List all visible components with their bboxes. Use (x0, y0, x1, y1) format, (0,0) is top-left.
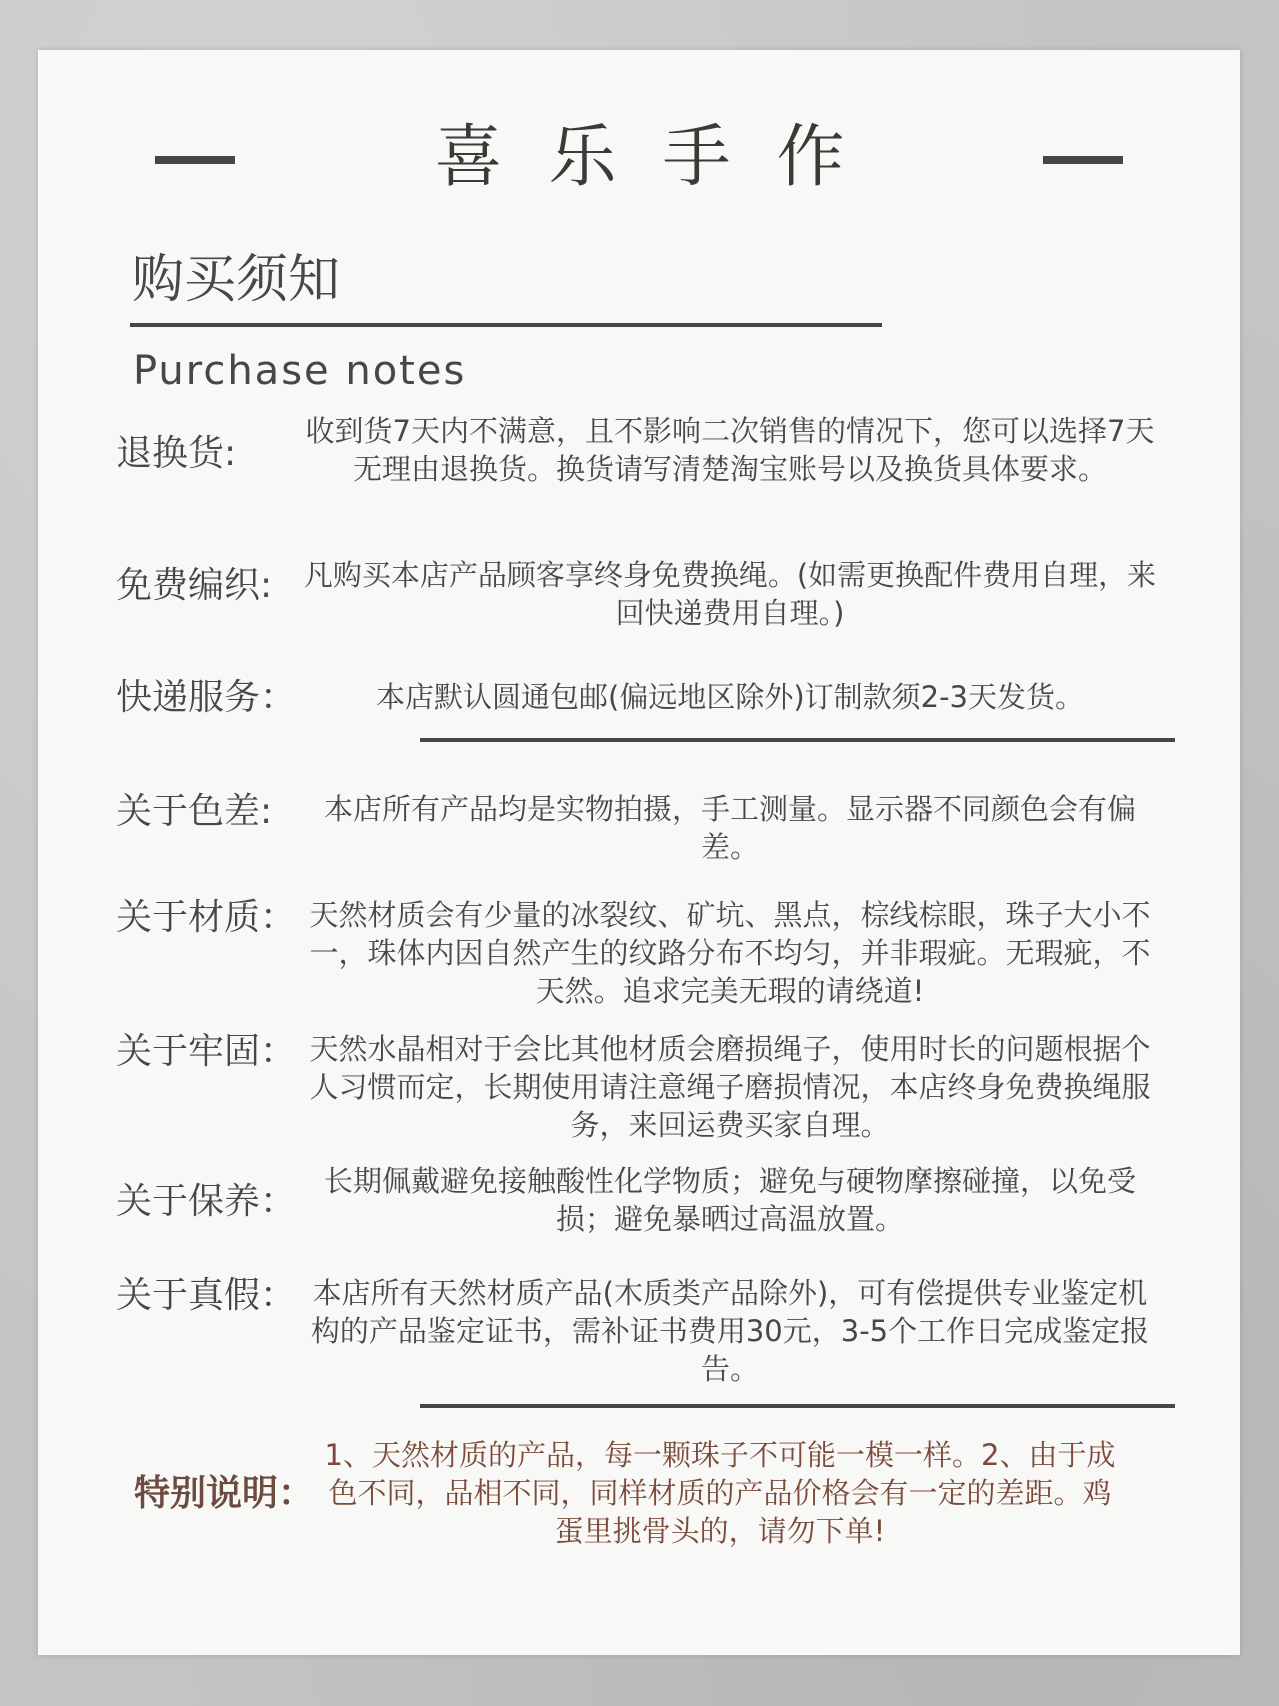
section-text: 天然水晶相对于会比其他材质会磨损绳子，使用时长的问题根据个人习惯而定，长期使用请注意绳子磨损情况，本店终身免费换绳服务，来回运费买家自理。 (309, 1032, 1151, 1142)
section-label: 关于牢固： (116, 1031, 297, 1072)
section-label: 退换货: (116, 433, 237, 474)
section-label: 免费编织: (116, 565, 273, 606)
section-text: 本店所有产品均是实物拍摄，手工测量。显示器不同颜色会有偏差。 (323, 792, 1136, 864)
section-text: 本店所有天然材质产品(木质类产品除外)，可有偿提供专业鉴定机构的产品鉴定证书，需补证书费用30元，3-5个工作日完成鉴定报告。 (310, 1276, 1150, 1386)
section-text: 1、天然材质的产品，每一颗珠子不可能一模一样。2、由于成色不同，品相不同，同样材质的产品价格会有一定的差距。鸡蛋里挑骨头的，请勿下单! (324, 1438, 1116, 1548)
section-label: 关于色差: (116, 791, 273, 832)
section-text: 天然材质会有少量的冰裂纹、矿坑、黑点，棕线棕眼，珠子大小不一，珠体内因自然产生的纹路分布不均匀，并非瑕疵。无瑕疵，不天然。追求完美无瑕的请绕道! (309, 898, 1151, 1008)
section-divider (420, 738, 1175, 742)
brand-header (0, 118, 1279, 198)
title-underline (130, 323, 882, 327)
section-label: 关于保养： (116, 1181, 297, 1222)
section-text: 长期佩戴避免接触酸性化学物质；避免与硬物摩擦碰撞，以免受损；避免暴晒过高温放置。 (323, 1164, 1136, 1236)
section-label: 快递服务： (116, 677, 297, 718)
section-text: 收到货7天内不满意，且不影响二次销售的情况下，您可以选择7天无理由退换货。换货请写清楚淘宝账号以及换货具体要求。 (305, 414, 1155, 486)
page-title: 购买须知 (132, 250, 341, 310)
section-label: 关于材质： (116, 897, 297, 938)
right-dash-ornament (1043, 156, 1123, 164)
section-text: 凡购买本店产品顾客享终身免费换绳。(如需更换配件费用自理，来回快递费用自理。) (303, 558, 1157, 630)
section-label: 关于真假： (116, 1275, 297, 1316)
section-text: 本店默认圆通包邮(偏远地区除外)订制款须2-3天发货。 (376, 680, 1084, 714)
section-label: 特别说明： (134, 1473, 315, 1514)
brand-title: 喜乐手作 (434, 118, 891, 197)
page-subtitle: Purchase notes (133, 348, 467, 394)
section-divider (420, 1404, 1175, 1408)
